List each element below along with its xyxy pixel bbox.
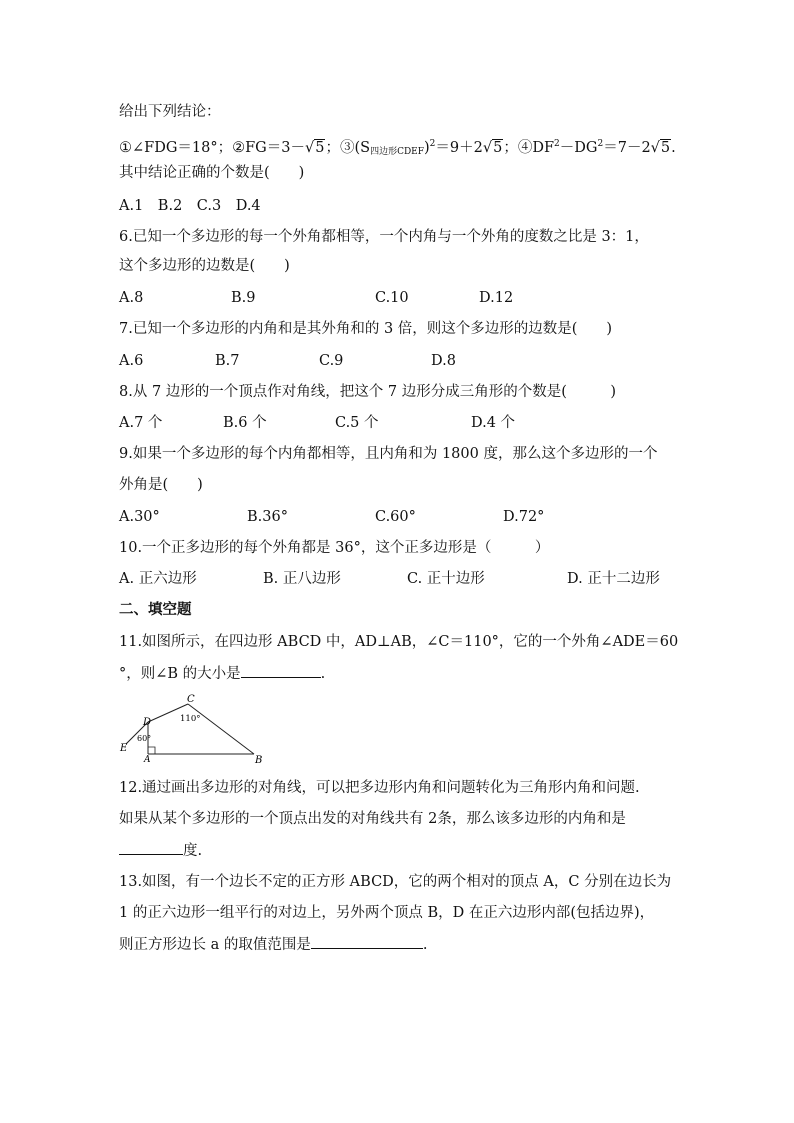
q9-option-b: B.36° [247, 509, 288, 525]
q11-line1: 11.如图所示，在四边形 ABCD 中，AD⊥AB，∠C＝110°，它的一个外角∠ADE＝60 [119, 634, 679, 650]
angle-c-label: 110° [180, 714, 201, 724]
conclusion-1: ①∠FDG＝18°； [119, 140, 233, 156]
q10-option-d: D. 正十二边形 [567, 571, 660, 587]
conclusion-2: ②FG＝3－√5； [232, 140, 340, 156]
q6-option-a: A.8 [119, 290, 144, 306]
intro-text: 给出下列结论： [119, 104, 221, 120]
q9-line2: 外角是( ) [119, 477, 203, 493]
sqrt-5: √5 [305, 140, 325, 156]
right-angle-mark [148, 747, 155, 754]
q8-stem: 8.从 7 边形的一个顶点作对角线，把这个 7 边形分成三角形的个数是( ) [119, 384, 617, 400]
conclusion-3: $③(S_{四边形CDEF})^2=9+2√5$； [339, 139, 518, 157]
q7-option-b: B.7 [215, 353, 240, 369]
q12-answer-blank[interactable] [119, 840, 183, 855]
q13-answer-blank[interactable] [311, 934, 423, 949]
q7-stem: 7.已知一个多边形的内角和是其外角和的 3 倍，则这个多边形的边数是( ) [119, 321, 613, 337]
section-fill-in-title: 二、填空题 [119, 602, 192, 618]
q12-line3: 度. [119, 840, 202, 861]
q9-option-c: C.60° [375, 509, 416, 525]
label-c: C [187, 694, 195, 705]
q8-option-d: D.4 个 [471, 415, 516, 431]
conclusion-4: $④DF^2-DG^2=7-2√5$. [517, 139, 676, 156]
label-b: B [255, 755, 263, 764]
quadrilateral-figure [116, 692, 266, 764]
q8-option-b: B.6 个 [223, 415, 267, 431]
sqrt-5: √5 [482, 140, 503, 156]
q7-option-a: A.6 [119, 353, 144, 369]
q10-option-b: B. 正八边形 [263, 571, 341, 587]
q8-option-c: C.5 个 [335, 415, 379, 431]
edge-bc [188, 704, 254, 754]
q13-line1: 13.如图，有一个边长不定的正方形 ABCD，它的两个相对的顶点 A，C 分别在边长为 [119, 874, 672, 890]
q12-line1: 12.通过画出多边形的对角线，可以把多边形内角和问题转化为三角形内角和问题. [119, 780, 640, 796]
sqrt-5: √5 [650, 140, 671, 156]
q6-option-b: B.9 [231, 290, 256, 306]
q9-line1: 9.如果一个多边形的每个内角都相等，且内角和为 1800 度，那么这个多边形的一个 [119, 446, 658, 462]
q8-option-a: A.7 个 [119, 415, 163, 431]
q5-stem: 其中结论正确的个数是( ) [119, 165, 305, 181]
q6-option-c: C.10 [375, 290, 409, 306]
q6-line1: 6.已知一个多边形的每一个外角都相等，一个内角与一个外角的度数之比是 3：1， [119, 229, 649, 245]
q7-option-c: C.9 [319, 353, 344, 369]
q5-options: A.1 B.2 C.3 D.4 [119, 198, 261, 214]
label-e: E [120, 743, 128, 754]
q9-option-d: D.72° [503, 509, 545, 525]
q10-option-c: C. 正十边形 [407, 571, 485, 587]
q10-option-a: A. 正六边形 [119, 571, 197, 587]
label-d: D [143, 717, 152, 728]
q6-line2: 这个多边形的边数是( ) [119, 258, 290, 274]
q13-line2: 1 的正六边形一组平行的对边上，另外两个顶点 B，D 在正六边形内部(包括边界)， [119, 905, 655, 921]
q9-option-a: A.30° [119, 509, 160, 525]
q12-line2: 如果从某个多边形的一个顶点出发的对角线共有 2条，那么该多边形的内角和是 [119, 811, 626, 827]
q11-answer-blank[interactable] [241, 663, 321, 678]
q10-stem: 10.一个正多边形的每个外角都是 36°，这个正多边形是（ ） [119, 540, 550, 556]
q11-line2: °，则∠B 的大小是 . [119, 663, 325, 684]
q6-option-d: D.12 [479, 290, 514, 306]
q13-line3: 则正方形边长 a 的取值范围是 . [119, 934, 427, 955]
angle-d-label: 60° [137, 734, 152, 743]
q7-option-d: D.8 [431, 353, 456, 369]
label-a: A [144, 755, 151, 764]
conclusions-line [119, 134, 676, 162]
